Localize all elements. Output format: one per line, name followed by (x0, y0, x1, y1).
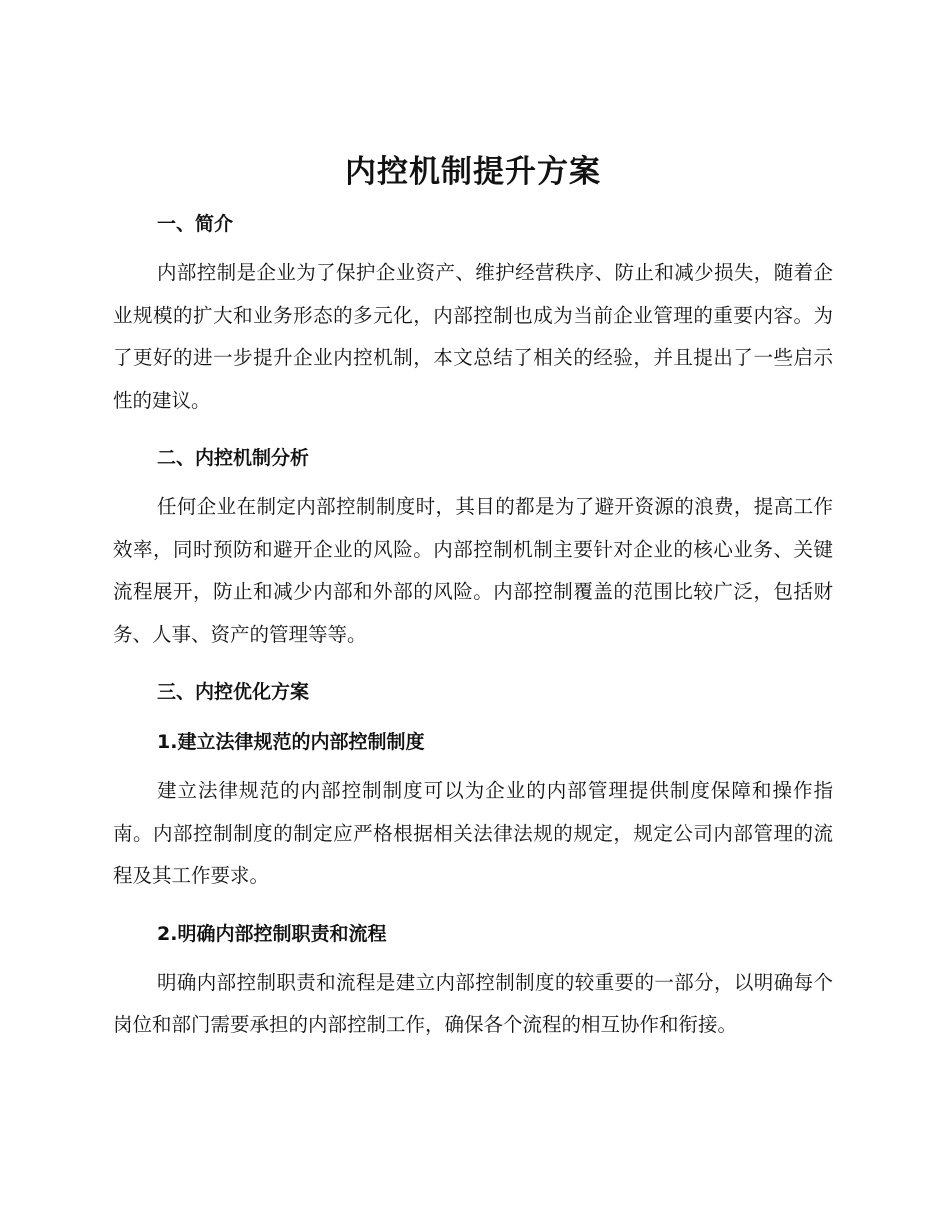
subsection-heading-1: 1.建立法律规范的内部控制制度 (157, 731, 425, 753)
section-heading-analysis: 二、内控机制分析 (157, 447, 310, 469)
document-page (113, 150, 833, 1047)
subsection-heading-2: 2.明确内部控制职责和流程 (157, 922, 387, 945)
section-heading-plan: 三、内控优化方案 (157, 681, 310, 703)
intro-paragraph: 内部控制是企业为了保护企业资产、维护经营秩序、防止和减少损失，随着企业规模的扩大和业务形态的多元化，内部控制也成为当前企业管理的重要内容。为了更好的进一步提升企业内控机制，本文总结了相关的经验，并且提出了一些启示性的建议。 (113, 261, 833, 412)
subsection-2-paragraph: 明确内部控制职责和流程是建立内部控制制度的较重要的一部分，以明确每个岗位和部门需要承担的内部控制工作，确保各个流程的相互协作和衔接。 (113, 970, 833, 1036)
analysis-paragraph: 任何企业在制定内部控制制度时，其目的都是为了避开资源的浪费，提高工作效率，同时预防和避开企业的风险。内部控制机制主要针对企业的核心业务、关键流程展开，防止和减少内部和外部的风险。内部控制覆盖的范围比较广泛，包括财务、人事、资产的管理等等。 (113, 495, 833, 646)
subsection-1-paragraph: 建立法律规范的内部控制制度可以为企业的内部管理提供制度保障和操作指南。内部控制制度的制定应严格根据相关法律法规的规定，规定公司内部管理的流程及其工作要求。 (113, 779, 833, 887)
document-title: 内控机制提升方案 (345, 154, 601, 190)
section-heading-intro: 一、简介 (157, 213, 234, 235)
